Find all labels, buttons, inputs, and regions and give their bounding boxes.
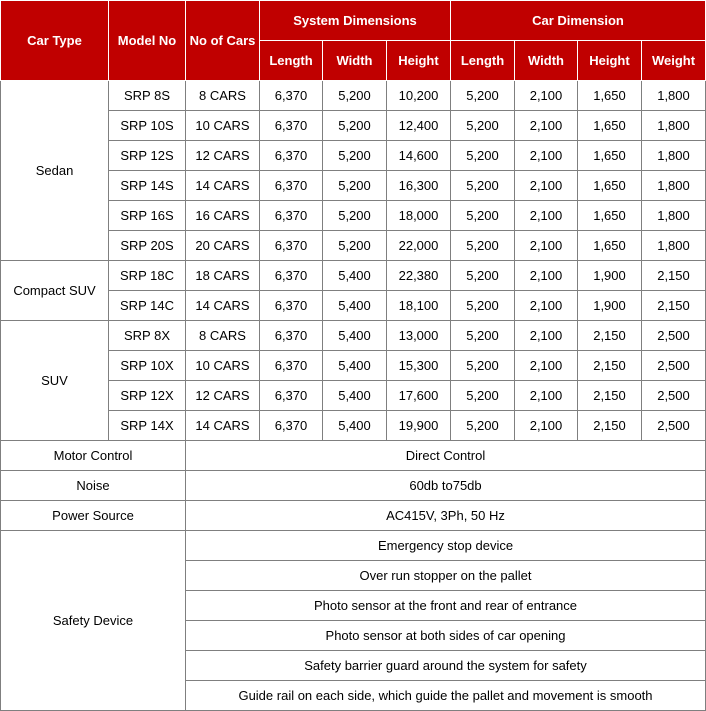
header-car-weight: Weight [642, 41, 706, 81]
car-width-cell: 2,100 [515, 261, 578, 291]
car-height-cell: 2,150 [578, 411, 642, 441]
safety-row [1, 531, 706, 561]
car-height-cell: 1,650 [578, 81, 642, 111]
car-height-cell: 1,650 [578, 171, 642, 201]
car-weight-cell: 1,800 [642, 81, 706, 111]
sys-length-cell: 6,370 [260, 351, 323, 381]
header-model-no: Model No [109, 1, 186, 81]
car-height-cell: 2,150 [578, 351, 642, 381]
car-type-cell: Compact SUV [1, 261, 109, 321]
sys-length-cell: 6,370 [260, 201, 323, 231]
car-weight-cell: 2,500 [642, 381, 706, 411]
car-width-cell: 2,100 [515, 381, 578, 411]
header-system-dimensions: System Dimensions [260, 1, 451, 41]
car-length-cell: 5,200 [451, 111, 515, 141]
header-car-width: Width [515, 41, 578, 81]
sys-length-cell: 6,370 [260, 381, 323, 411]
car-weight-cell: 1,800 [642, 111, 706, 141]
sys-width-cell: 5,400 [323, 261, 387, 291]
spec-row [1, 471, 706, 501]
sys-length-cell: 6,370 [260, 261, 323, 291]
car-width-cell: 2,100 [515, 141, 578, 171]
car-length-cell: 5,200 [451, 351, 515, 381]
sys-height-cell: 22,380 [387, 261, 451, 291]
specs-body [1, 441, 706, 711]
header-no-of-cars: No of Cars [186, 1, 260, 81]
car-height-cell: 1,650 [578, 201, 642, 231]
no-of-cars-cell: 14 CARS [186, 291, 260, 321]
safety-device-label: Safety Device [1, 531, 186, 711]
car-length-cell: 5,200 [451, 261, 515, 291]
no-of-cars-cell: 18 CARS [186, 261, 260, 291]
car-weight-cell: 1,800 [642, 141, 706, 171]
car-weight-cell: 1,800 [642, 171, 706, 201]
header-car-height: Height [578, 41, 642, 81]
model-no-cell: SRP 14S [109, 171, 186, 201]
model-no-cell: SRP 12S [109, 141, 186, 171]
sys-width-cell: 5,200 [323, 231, 387, 261]
car-width-cell: 2,100 [515, 351, 578, 381]
spec-value: 60db to75db [186, 471, 706, 501]
sys-height-cell: 16,300 [387, 171, 451, 201]
car-length-cell: 5,200 [451, 171, 515, 201]
table-row [1, 261, 706, 291]
car-length-cell: 5,200 [451, 291, 515, 321]
model-no-cell: SRP 12X [109, 381, 186, 411]
sys-height-cell: 13,000 [387, 321, 451, 351]
no-of-cars-cell: 8 CARS [186, 321, 260, 351]
car-weight-cell: 2,150 [642, 291, 706, 321]
car-width-cell: 2,100 [515, 411, 578, 441]
no-of-cars-cell: 12 CARS [186, 141, 260, 171]
car-weight-cell: 2,500 [642, 411, 706, 441]
car-width-cell: 2,100 [515, 111, 578, 141]
car-height-cell: 1,650 [578, 231, 642, 261]
sys-height-cell: 14,600 [387, 141, 451, 171]
no-of-cars-cell: 10 CARS [186, 351, 260, 381]
model-no-cell: SRP 14X [109, 411, 186, 441]
spec-value: AC415V, 3Ph, 50 Hz [186, 501, 706, 531]
no-of-cars-cell: 12 CARS [186, 381, 260, 411]
sys-width-cell: 5,200 [323, 141, 387, 171]
model-no-cell: SRP 18C [109, 261, 186, 291]
model-no-cell: SRP 14C [109, 291, 186, 321]
no-of-cars-cell: 8 CARS [186, 81, 260, 111]
model-no-cell: SRP 8S [109, 81, 186, 111]
car-width-cell: 2,100 [515, 201, 578, 231]
car-weight-cell: 1,800 [642, 201, 706, 231]
safety-item: Safety barrier guard around the system for safety [186, 651, 706, 681]
car-height-cell: 1,900 [578, 261, 642, 291]
no-of-cars-cell: 14 CARS [186, 171, 260, 201]
car-length-cell: 5,200 [451, 231, 515, 261]
sys-width-cell: 5,400 [323, 291, 387, 321]
sys-width-cell: 5,400 [323, 321, 387, 351]
car-width-cell: 2,100 [515, 171, 578, 201]
sys-height-cell: 10,200 [387, 81, 451, 111]
car-width-cell: 2,100 [515, 291, 578, 321]
no-of-cars-cell: 10 CARS [186, 111, 260, 141]
header-car-length: Length [451, 41, 515, 81]
spec-label: Noise [1, 471, 186, 501]
car-length-cell: 5,200 [451, 201, 515, 231]
spec-label: Motor Control [1, 441, 186, 471]
sys-height-cell: 17,600 [387, 381, 451, 411]
safety-item: Guide rail on each side, which guide the pallet and movement is smooth [186, 681, 706, 711]
no-of-cars-cell: 20 CARS [186, 231, 260, 261]
sys-length-cell: 6,370 [260, 411, 323, 441]
car-weight-cell: 2,500 [642, 351, 706, 381]
sys-length-cell: 6,370 [260, 81, 323, 111]
model-no-cell: SRP 10S [109, 111, 186, 141]
safety-item: Emergency stop device [186, 531, 706, 561]
safety-item: Photo sensor at the front and rear of entrance [186, 591, 706, 621]
table-row [1, 321, 706, 351]
car-width-cell: 2,100 [515, 321, 578, 351]
sys-length-cell: 6,370 [260, 111, 323, 141]
model-no-cell: SRP 10X [109, 351, 186, 381]
car-length-cell: 5,200 [451, 411, 515, 441]
car-height-cell: 1,650 [578, 141, 642, 171]
spec-row [1, 441, 706, 471]
table-row [1, 81, 706, 111]
car-weight-cell: 2,150 [642, 261, 706, 291]
car-height-cell: 2,150 [578, 321, 642, 351]
model-no-cell: SRP 8X [109, 321, 186, 351]
car-length-cell: 5,200 [451, 381, 515, 411]
sys-width-cell: 5,400 [323, 351, 387, 381]
header-sys-length: Length [260, 41, 323, 81]
safety-item: Over run stopper on the pallet [186, 561, 706, 591]
car-weight-cell: 1,800 [642, 231, 706, 261]
car-length-cell: 5,200 [451, 81, 515, 111]
sys-height-cell: 12,400 [387, 111, 451, 141]
car-type-cell: Sedan [1, 81, 109, 261]
model-no-cell: SRP 16S [109, 201, 186, 231]
car-type-cell: SUV [1, 321, 109, 441]
sys-width-cell: 5,200 [323, 111, 387, 141]
sys-width-cell: 5,200 [323, 81, 387, 111]
header-car-dimension: Car Dimension [451, 1, 706, 41]
sys-height-cell: 19,900 [387, 411, 451, 441]
table-header [1, 1, 706, 81]
sys-height-cell: 22,000 [387, 231, 451, 261]
sys-length-cell: 6,370 [260, 141, 323, 171]
car-height-cell: 1,900 [578, 291, 642, 321]
sys-width-cell: 5,200 [323, 201, 387, 231]
safety-item: Photo sensor at both sides of car opening [186, 621, 706, 651]
header-car-type: Car Type [1, 1, 109, 81]
sys-width-cell: 5,400 [323, 381, 387, 411]
sys-width-cell: 5,200 [323, 171, 387, 201]
car-height-cell: 1,650 [578, 111, 642, 141]
spec-value: Direct Control [186, 441, 706, 471]
car-length-cell: 5,200 [451, 321, 515, 351]
sys-length-cell: 6,370 [260, 291, 323, 321]
spec-row [1, 501, 706, 531]
sys-width-cell: 5,400 [323, 411, 387, 441]
car-width-cell: 2,100 [515, 231, 578, 261]
header-sys-height: Height [387, 41, 451, 81]
sys-length-cell: 6,370 [260, 171, 323, 201]
car-length-cell: 5,200 [451, 141, 515, 171]
model-no-cell: SRP 20S [109, 231, 186, 261]
sys-height-cell: 15,300 [387, 351, 451, 381]
models-body [1, 81, 706, 441]
no-of-cars-cell: 14 CARS [186, 411, 260, 441]
car-height-cell: 2,150 [578, 381, 642, 411]
sys-length-cell: 6,370 [260, 231, 323, 261]
no-of-cars-cell: 16 CARS [186, 201, 260, 231]
sys-height-cell: 18,000 [387, 201, 451, 231]
spec-label: Power Source [1, 501, 186, 531]
sys-length-cell: 6,370 [260, 321, 323, 351]
sys-height-cell: 18,100 [387, 291, 451, 321]
car-width-cell: 2,100 [515, 81, 578, 111]
header-sys-width: Width [323, 41, 387, 81]
car-weight-cell: 2,500 [642, 321, 706, 351]
